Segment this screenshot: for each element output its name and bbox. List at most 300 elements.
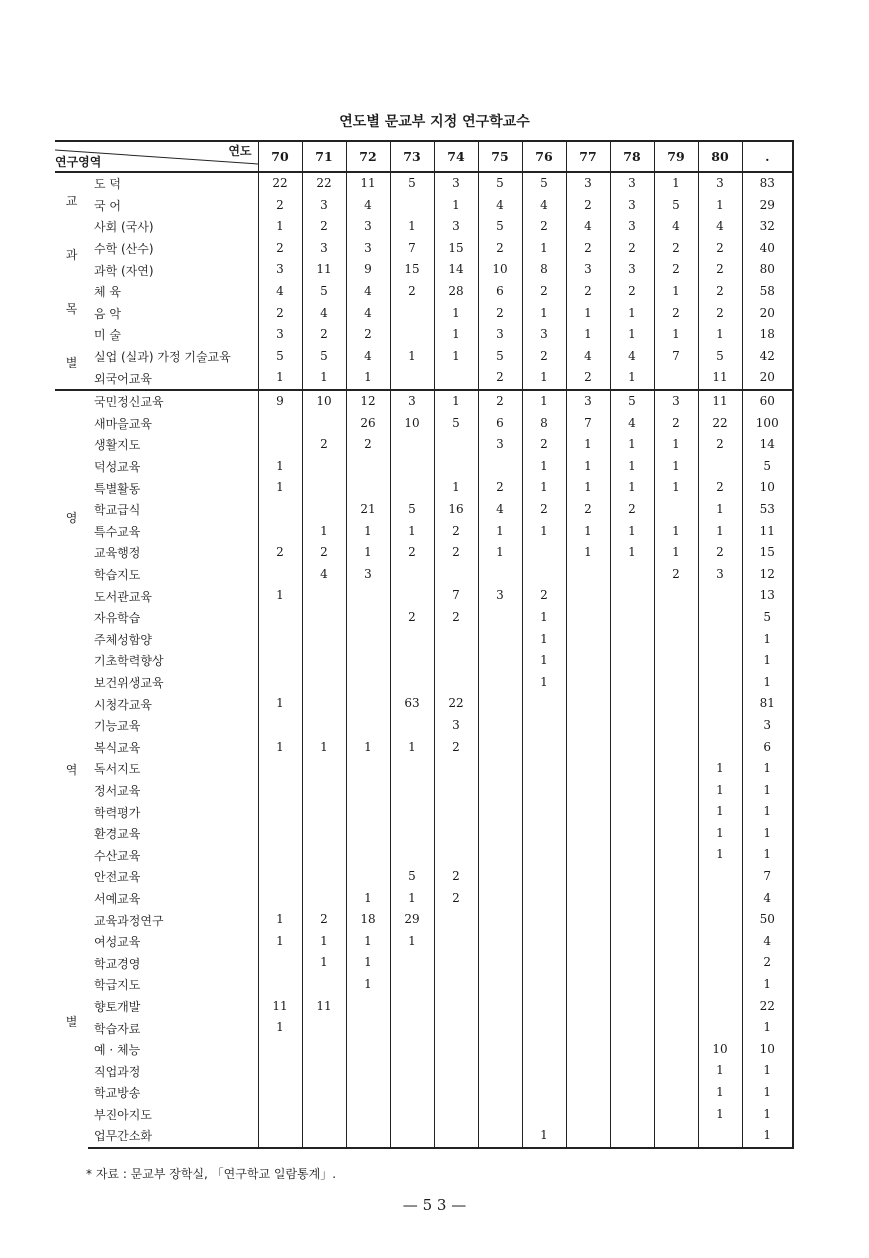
- value-cell: [698, 650, 742, 672]
- value-cell: [522, 564, 566, 586]
- value-cell: 2: [698, 238, 742, 260]
- year-header: 80: [698, 141, 742, 172]
- value-cell: [390, 367, 434, 390]
- value-cell: [258, 1125, 302, 1148]
- value-cell: [346, 758, 390, 780]
- value-cell: [258, 1104, 302, 1126]
- value-cell: 3: [302, 195, 346, 217]
- value-cell: [522, 866, 566, 888]
- value-cell: 1: [258, 909, 302, 931]
- value-cell: [302, 629, 346, 651]
- value-cell: [566, 866, 610, 888]
- value-cell: 3: [566, 172, 610, 195]
- value-cell: [302, 650, 346, 672]
- value-cell: [522, 715, 566, 737]
- value-cell: 1: [698, 780, 742, 802]
- value-cell: 4: [346, 346, 390, 368]
- value-cell: [302, 866, 346, 888]
- table-row: [55, 650, 793, 672]
- value-cell: [522, 1039, 566, 1061]
- value-cell: 1: [522, 477, 566, 499]
- value-cell: [434, 434, 478, 456]
- value-cell: [258, 715, 302, 737]
- value-cell: [346, 715, 390, 737]
- table-row: [55, 866, 793, 888]
- value-cell: [610, 737, 654, 759]
- value-cell: 1: [302, 931, 346, 953]
- value-cell: 1: [346, 542, 390, 564]
- value-cell: 4: [302, 564, 346, 586]
- value-cell: [610, 629, 654, 651]
- value-cell: [390, 1039, 434, 1061]
- value-cell: 63: [390, 693, 434, 715]
- value-cell: [610, 844, 654, 866]
- value-cell: [478, 844, 522, 866]
- value-cell: 22: [434, 693, 478, 715]
- value-cell: 1: [566, 542, 610, 564]
- value-cell: 22: [258, 172, 302, 195]
- value-cell: [654, 1104, 698, 1126]
- value-cell: 1: [654, 434, 698, 456]
- row-label: 시청각교육: [94, 697, 152, 712]
- value-cell: [302, 413, 346, 435]
- value-cell: [478, 650, 522, 672]
- value-cell: 3: [434, 172, 478, 195]
- value-cell: 1: [654, 172, 698, 195]
- table-row: [55, 456, 793, 478]
- value-cell: [302, 693, 346, 715]
- total-cell: 20: [742, 367, 793, 390]
- value-cell: [302, 1082, 346, 1104]
- total-cell: 2: [742, 952, 793, 974]
- value-cell: [258, 844, 302, 866]
- value-cell: [654, 844, 698, 866]
- value-cell: 26: [346, 413, 390, 435]
- value-cell: [346, 801, 390, 823]
- value-cell: 4: [566, 216, 610, 238]
- value-cell: [302, 823, 346, 845]
- table-row: [55, 238, 793, 260]
- value-cell: [478, 801, 522, 823]
- value-cell: [610, 909, 654, 931]
- value-cell: 1: [390, 216, 434, 238]
- value-cell: 1: [258, 693, 302, 715]
- value-cell: 1: [258, 216, 302, 238]
- value-cell: 2: [346, 434, 390, 456]
- value-cell: [566, 1060, 610, 1082]
- value-cell: [610, 585, 654, 607]
- value-cell: 2: [302, 434, 346, 456]
- value-cell: 5: [390, 866, 434, 888]
- table-row: [55, 801, 793, 823]
- row-label: 여성교육: [94, 935, 141, 950]
- value-cell: [478, 715, 522, 737]
- value-cell: [654, 1082, 698, 1104]
- value-cell: [346, 866, 390, 888]
- value-cell: [698, 866, 742, 888]
- value-cell: [258, 413, 302, 435]
- source-note: * 자료 : 문교부 장학실, 「연구학교 일람통계」.: [86, 1167, 337, 1181]
- row-label: 기능교육: [94, 719, 141, 734]
- header-row: [55, 141, 793, 172]
- value-cell: [698, 1125, 742, 1148]
- row-label: 덕성교육: [94, 460, 141, 475]
- value-cell: [566, 780, 610, 802]
- value-cell: 7: [566, 413, 610, 435]
- total-cell: 60: [742, 390, 793, 413]
- value-cell: 2: [522, 499, 566, 521]
- value-cell: [610, 823, 654, 845]
- table-row: [55, 413, 793, 435]
- value-cell: 4: [478, 195, 522, 217]
- value-cell: 2: [478, 303, 522, 325]
- value-cell: 1: [566, 521, 610, 543]
- row-label: 미 술: [94, 328, 121, 343]
- year-header: 72: [346, 141, 390, 172]
- value-cell: 15: [390, 259, 434, 281]
- value-cell: [302, 801, 346, 823]
- row-label: 특수교육: [94, 524, 141, 539]
- row-label: 실업 (실과) 가정 기술교육: [94, 350, 231, 365]
- value-cell: 1: [346, 367, 390, 390]
- value-cell: 5: [654, 195, 698, 217]
- value-cell: 1: [302, 952, 346, 974]
- value-cell: 11: [258, 996, 302, 1018]
- value-cell: [566, 672, 610, 694]
- table-row: [55, 1104, 793, 1126]
- value-cell: [390, 1060, 434, 1082]
- value-cell: 11: [346, 172, 390, 195]
- value-cell: 2: [610, 238, 654, 260]
- value-cell: 1: [698, 1104, 742, 1126]
- value-cell: 11: [302, 259, 346, 281]
- value-cell: 1: [610, 324, 654, 346]
- value-cell: 1: [522, 367, 566, 390]
- value-cell: [522, 844, 566, 866]
- value-cell: [434, 367, 478, 390]
- value-cell: [478, 607, 522, 629]
- value-cell: 4: [346, 195, 390, 217]
- value-cell: [302, 456, 346, 478]
- value-cell: 2: [302, 909, 346, 931]
- table-row: [55, 693, 793, 715]
- value-cell: [698, 629, 742, 651]
- value-cell: [258, 758, 302, 780]
- table-title: 연도별 문교부 지정 연구학교수: [339, 114, 530, 130]
- table-row: [55, 1125, 793, 1148]
- value-cell: [610, 866, 654, 888]
- value-cell: [258, 974, 302, 996]
- value-cell: [478, 1017, 522, 1039]
- value-cell: 1: [258, 1017, 302, 1039]
- value-cell: 29: [390, 909, 434, 931]
- value-cell: [698, 456, 742, 478]
- value-cell: 3: [478, 434, 522, 456]
- row-label: 국 어: [94, 198, 121, 213]
- value-cell: 2: [610, 281, 654, 303]
- value-cell: 3: [610, 216, 654, 238]
- row-label: 학습자료: [94, 1021, 141, 1036]
- value-cell: 2: [302, 542, 346, 564]
- row-label: 학급지도: [94, 978, 141, 993]
- page-number: — 5 3 —: [402, 1196, 467, 1214]
- value-cell: 2: [390, 281, 434, 303]
- row-label: 환경교육: [94, 827, 141, 842]
- value-cell: 1: [522, 1125, 566, 1148]
- total-header: .: [742, 141, 793, 172]
- year-header: 73: [390, 141, 434, 172]
- table-row: [55, 564, 793, 586]
- value-cell: [302, 1017, 346, 1039]
- value-cell: 1: [346, 952, 390, 974]
- table-row: [55, 542, 793, 564]
- table-row: [55, 303, 793, 325]
- value-cell: 1: [522, 672, 566, 694]
- value-cell: [522, 974, 566, 996]
- value-cell: [698, 1017, 742, 1039]
- value-cell: 1: [302, 521, 346, 543]
- value-cell: [654, 693, 698, 715]
- value-cell: [522, 1104, 566, 1126]
- value-cell: [258, 823, 302, 845]
- value-cell: [434, 1082, 478, 1104]
- value-cell: 1: [698, 844, 742, 866]
- value-cell: [434, 1125, 478, 1148]
- value-cell: [610, 564, 654, 586]
- value-cell: [610, 1104, 654, 1126]
- value-cell: [346, 996, 390, 1018]
- value-cell: [522, 823, 566, 845]
- value-cell: 7: [434, 585, 478, 607]
- value-cell: [566, 801, 610, 823]
- row-label: 학교경영: [94, 956, 141, 971]
- value-cell: [654, 367, 698, 390]
- value-cell: 2: [566, 367, 610, 390]
- value-cell: [302, 888, 346, 910]
- value-cell: [654, 1039, 698, 1061]
- value-cell: [258, 1039, 302, 1061]
- value-cell: [478, 1082, 522, 1104]
- table-row: [55, 780, 793, 802]
- row-label: 향토개발: [94, 999, 141, 1014]
- value-cell: 4: [566, 346, 610, 368]
- value-cell: 1: [522, 607, 566, 629]
- total-cell: 1: [742, 672, 793, 694]
- row-label: 학교방송: [94, 1086, 141, 1101]
- value-cell: [478, 1104, 522, 1126]
- value-cell: [566, 1104, 610, 1126]
- value-cell: 1: [566, 324, 610, 346]
- value-cell: 2: [258, 238, 302, 260]
- value-cell: 2: [302, 216, 346, 238]
- value-cell: 4: [346, 303, 390, 325]
- total-cell: 1: [742, 823, 793, 845]
- value-cell: 5: [434, 413, 478, 435]
- value-cell: [610, 650, 654, 672]
- total-cell: 5: [742, 456, 793, 478]
- row-label: 학교급식: [94, 503, 141, 518]
- table-row: [55, 844, 793, 866]
- value-cell: [698, 952, 742, 974]
- value-cell: [610, 1039, 654, 1061]
- value-cell: 2: [610, 499, 654, 521]
- value-cell: [610, 974, 654, 996]
- value-cell: [522, 1060, 566, 1082]
- value-cell: 1: [566, 456, 610, 478]
- value-cell: 3: [434, 216, 478, 238]
- value-cell: 1: [434, 477, 478, 499]
- value-cell: [610, 1082, 654, 1104]
- value-cell: 3: [302, 238, 346, 260]
- total-cell: 13: [742, 585, 793, 607]
- year-header: 70: [258, 141, 302, 172]
- total-cell: 12: [742, 564, 793, 586]
- total-cell: 10: [742, 1039, 793, 1061]
- value-cell: 2: [698, 281, 742, 303]
- value-cell: [346, 1125, 390, 1148]
- value-cell: [566, 909, 610, 931]
- value-cell: [654, 888, 698, 910]
- value-cell: [566, 1082, 610, 1104]
- value-cell: [698, 909, 742, 931]
- value-cell: [390, 758, 434, 780]
- value-cell: [610, 952, 654, 974]
- value-cell: 2: [478, 367, 522, 390]
- value-cell: [390, 629, 434, 651]
- total-cell: 50: [742, 909, 793, 931]
- value-cell: [566, 693, 610, 715]
- value-cell: [698, 607, 742, 629]
- value-cell: [478, 823, 522, 845]
- value-cell: 22: [302, 172, 346, 195]
- value-cell: 1: [698, 801, 742, 823]
- value-cell: 2: [258, 303, 302, 325]
- value-cell: [258, 564, 302, 586]
- category-char: 교: [65, 193, 78, 208]
- value-cell: [258, 801, 302, 823]
- value-cell: 2: [302, 324, 346, 346]
- value-cell: [566, 607, 610, 629]
- total-cell: 42: [742, 346, 793, 368]
- value-cell: [258, 434, 302, 456]
- row-label: 기초학력향상: [94, 654, 164, 669]
- value-cell: 1: [654, 456, 698, 478]
- value-cell: 2: [698, 259, 742, 281]
- value-cell: 2: [478, 477, 522, 499]
- row-label: 외국어교육: [94, 371, 152, 386]
- value-cell: 1: [654, 281, 698, 303]
- row-label: 교육행정: [94, 546, 141, 561]
- total-cell: 3: [742, 715, 793, 737]
- row-label: 서예교육: [94, 891, 141, 906]
- value-cell: 1: [478, 542, 522, 564]
- value-cell: [566, 629, 610, 651]
- value-cell: 11: [698, 390, 742, 413]
- value-cell: [434, 672, 478, 694]
- value-cell: [478, 1060, 522, 1082]
- value-cell: 3: [346, 238, 390, 260]
- value-cell: [302, 672, 346, 694]
- value-cell: 5: [478, 216, 522, 238]
- value-cell: [610, 693, 654, 715]
- value-cell: [390, 324, 434, 346]
- value-cell: [390, 1017, 434, 1039]
- value-cell: 5: [390, 172, 434, 195]
- value-cell: [434, 1039, 478, 1061]
- value-cell: [390, 1125, 434, 1148]
- row-label: 안전교육: [94, 870, 141, 885]
- value-cell: [258, 629, 302, 651]
- total-cell: 58: [742, 281, 793, 303]
- row-label: 수산교육: [94, 848, 141, 863]
- value-cell: [346, 1082, 390, 1104]
- total-cell: 14: [742, 434, 793, 456]
- value-cell: 2: [654, 413, 698, 435]
- value-cell: 1: [654, 324, 698, 346]
- value-cell: [346, 607, 390, 629]
- value-cell: [566, 888, 610, 910]
- value-cell: [522, 888, 566, 910]
- value-cell: [522, 693, 566, 715]
- value-cell: 1: [346, 737, 390, 759]
- table-row: [55, 367, 793, 390]
- row-label: 자유학습: [94, 611, 141, 626]
- value-cell: [434, 758, 478, 780]
- table-row: [55, 888, 793, 910]
- value-cell: [302, 844, 346, 866]
- value-cell: 3: [610, 259, 654, 281]
- value-cell: [698, 672, 742, 694]
- value-cell: [654, 974, 698, 996]
- table-row: [55, 499, 793, 521]
- value-cell: [522, 996, 566, 1018]
- year-header: 75: [478, 141, 522, 172]
- value-cell: 1: [258, 585, 302, 607]
- row-label: 특별활동: [94, 481, 141, 496]
- table-row: [55, 996, 793, 1018]
- value-cell: 16: [434, 499, 478, 521]
- total-cell: 81: [742, 693, 793, 715]
- value-cell: 10: [698, 1039, 742, 1061]
- total-cell: 1: [742, 1082, 793, 1104]
- total-cell: 20: [742, 303, 793, 325]
- value-cell: [258, 888, 302, 910]
- value-cell: 1: [434, 390, 478, 413]
- value-cell: [566, 844, 610, 866]
- row-label: 주체성함양: [94, 632, 152, 647]
- row-label: 국민정신교육: [88, 390, 258, 413]
- value-cell: [390, 780, 434, 802]
- value-cell: 6: [478, 413, 522, 435]
- value-cell: [478, 952, 522, 974]
- table-row: [55, 521, 793, 543]
- value-cell: [522, 737, 566, 759]
- total-cell: 1: [742, 650, 793, 672]
- total-cell: 83: [742, 172, 793, 195]
- value-cell: [654, 1060, 698, 1082]
- total-cell: 5: [742, 607, 793, 629]
- value-cell: 4: [522, 195, 566, 217]
- value-cell: [522, 909, 566, 931]
- value-cell: [390, 303, 434, 325]
- table-row: [55, 1060, 793, 1082]
- value-cell: 3: [258, 324, 302, 346]
- value-cell: 4: [478, 499, 522, 521]
- value-cell: 3: [346, 216, 390, 238]
- total-cell: 1: [742, 1017, 793, 1039]
- value-cell: [346, 1060, 390, 1082]
- value-cell: 12: [346, 390, 390, 413]
